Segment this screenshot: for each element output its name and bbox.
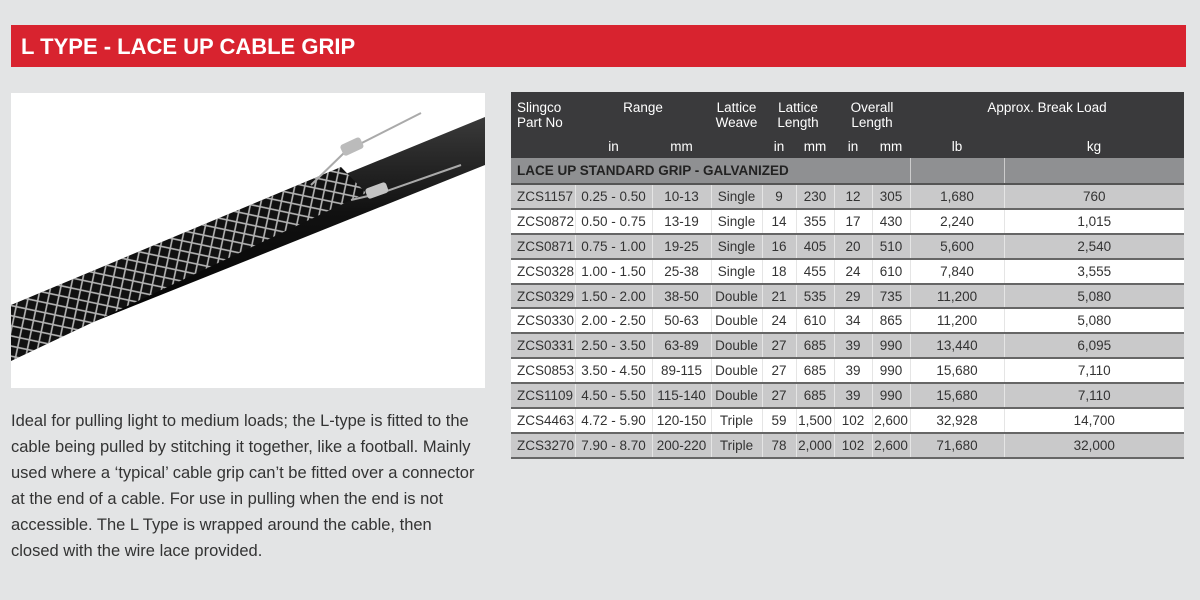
table-row <box>511 308 1184 333</box>
unit: mm <box>652 134 711 158</box>
table-row <box>511 259 1184 284</box>
table-cell: 0.50 - 0.75 <box>575 209 652 234</box>
table-cell: 27 <box>762 333 796 358</box>
table-cell: Triple <box>711 408 762 433</box>
table-cell: 15,680 <box>910 383 1004 408</box>
table-cell: Double <box>711 358 762 383</box>
table-cell: 16 <box>762 234 796 259</box>
table-cell: 27 <box>762 358 796 383</box>
table-cell: 455 <box>796 259 834 284</box>
table-cell: 29 <box>834 284 872 309</box>
table-cell: 120-150 <box>652 408 711 433</box>
table-cell: 990 <box>872 383 910 408</box>
table-cell: Double <box>711 284 762 309</box>
product-description: Ideal for pulling light to medium loads; the L-type is fitted to the cable being pulled by stitching it together, like a football. Mainly used where a ‘typical’ cable grip can’t be fitted over a connector at the end of a cable. For use in pulling when the end is not accessible. The L Type is wrapped around the cable, then closed with the wire lace provided. <box>11 412 475 560</box>
col-part-no: Slingco Part No <box>511 92 575 134</box>
table-cell: 2,600 <box>872 433 910 458</box>
table-row <box>511 284 1184 309</box>
table-cell: ZCS0329 <box>511 284 575 309</box>
table-cell: ZCS4463 <box>511 408 575 433</box>
table-row <box>511 234 1184 259</box>
col-range: Range <box>575 92 711 134</box>
table-cell: 610 <box>796 308 834 333</box>
table-row <box>511 433 1184 458</box>
table-row <box>511 383 1184 408</box>
table-cell: 7,840 <box>910 259 1004 284</box>
table-cell: ZCS1157 <box>511 184 575 209</box>
table-cell: Single <box>711 234 762 259</box>
table-cell: 14 <box>762 209 796 234</box>
table-cell: 20 <box>834 234 872 259</box>
col-overall-length: Overall Length <box>834 92 910 134</box>
table-cell: 24 <box>762 308 796 333</box>
spec-table <box>511 92 1184 459</box>
table-cell: 15,680 <box>910 358 1004 383</box>
table-cell: 50-63 <box>652 308 711 333</box>
table-cell: ZCS3270 <box>511 433 575 458</box>
table-cell: Triple <box>711 433 762 458</box>
table-cell: 760 <box>1004 184 1184 209</box>
table-row <box>511 358 1184 383</box>
table-cell: 1,500 <box>796 408 834 433</box>
table-cell: Single <box>711 259 762 284</box>
table-cell: 59 <box>762 408 796 433</box>
table-cell: 32,000 <box>1004 433 1184 458</box>
section-label: LACE UP STANDARD GRIP - GALVANIZED <box>511 158 910 184</box>
unit: lb <box>910 134 1004 158</box>
table-cell: 305 <box>872 184 910 209</box>
table-row <box>511 184 1184 209</box>
table-row <box>511 333 1184 358</box>
table-cell: 1.50 - 2.00 <box>575 284 652 309</box>
table-cell: 990 <box>872 333 910 358</box>
table-cell: ZCS0871 <box>511 234 575 259</box>
table-cell: 1,015 <box>1004 209 1184 234</box>
table-cell: 71,680 <box>910 433 1004 458</box>
table-cell: 39 <box>834 383 872 408</box>
table-cell: ZCS0328 <box>511 259 575 284</box>
table-cell: 102 <box>834 408 872 433</box>
table-cell: 4.72 - 5.90 <box>575 408 652 433</box>
unit: mm <box>872 134 910 158</box>
table-cell: ZCS0330 <box>511 308 575 333</box>
col-lattice-length: Lattice Length <box>762 92 834 134</box>
col-weave: Lattice Weave <box>711 92 762 134</box>
table-cell: ZCS0872 <box>511 209 575 234</box>
table-cell: Double <box>711 333 762 358</box>
table-cell: Single <box>711 184 762 209</box>
table-cell: 0.25 - 0.50 <box>575 184 652 209</box>
table-cell: 11,200 <box>910 284 1004 309</box>
table-cell: 200-220 <box>652 433 711 458</box>
unit: in <box>834 134 872 158</box>
table-cell: 32,928 <box>910 408 1004 433</box>
table-cell: 38-50 <box>652 284 711 309</box>
table-cell: 39 <box>834 358 872 383</box>
table-cell: 735 <box>872 284 910 309</box>
table-cell: 535 <box>796 284 834 309</box>
table-cell: 355 <box>796 209 834 234</box>
table-cell: 25-38 <box>652 259 711 284</box>
table-cell: 13-19 <box>652 209 711 234</box>
table-cell: 610 <box>872 259 910 284</box>
table-cell: ZCS1109 <box>511 383 575 408</box>
table-cell: 27 <box>762 383 796 408</box>
table-cell: 9 <box>762 184 796 209</box>
table-cell: Double <box>711 383 762 408</box>
table-cell: Single <box>711 209 762 234</box>
cable-grip-photo <box>11 93 485 388</box>
table-cell: 230 <box>796 184 834 209</box>
unit: in <box>762 134 796 158</box>
table-cell: 24 <box>834 259 872 284</box>
table-cell: 685 <box>796 358 834 383</box>
table-cell: 405 <box>796 234 834 259</box>
table-cell: 13,440 <box>910 333 1004 358</box>
table-cell: Double <box>711 308 762 333</box>
table-cell: 510 <box>872 234 910 259</box>
col-break-load: Approx. Break Load <box>910 92 1184 134</box>
table-cell: 7,110 <box>1004 358 1184 383</box>
table-cell: 115-140 <box>652 383 711 408</box>
table-cell: 2,240 <box>910 209 1004 234</box>
table-cell: 4.50 - 5.50 <box>575 383 652 408</box>
table-cell: 18 <box>762 259 796 284</box>
table-cell: 34 <box>834 308 872 333</box>
table-cell: 3,555 <box>1004 259 1184 284</box>
table-cell: 430 <box>872 209 910 234</box>
table-cell: 2,000 <box>796 433 834 458</box>
table-cell: 5,600 <box>910 234 1004 259</box>
table-cell: 3.50 - 4.50 <box>575 358 652 383</box>
table-cell: 7,110 <box>1004 383 1184 408</box>
table-cell: ZCS0853 <box>511 358 575 383</box>
table-cell: 1.00 - 1.50 <box>575 259 652 284</box>
page-title: L TYPE - LACE UP CABLE GRIP <box>11 25 1186 67</box>
table-cell: 102 <box>834 433 872 458</box>
table-cell: 89-115 <box>652 358 711 383</box>
section-row <box>511 158 1184 184</box>
table-row <box>511 209 1184 234</box>
table-cell: 685 <box>796 333 834 358</box>
table-cell: 78 <box>762 433 796 458</box>
table-cell: 2,540 <box>1004 234 1184 259</box>
table-cell: 2.00 - 2.50 <box>575 308 652 333</box>
table-cell: 1,680 <box>910 184 1004 209</box>
table-cell: 19-25 <box>652 234 711 259</box>
table-cell: 12 <box>834 184 872 209</box>
table-cell: 39 <box>834 333 872 358</box>
table-cell: 2,600 <box>872 408 910 433</box>
unit: mm <box>796 134 834 158</box>
table-cell: 14,700 <box>1004 408 1184 433</box>
table-cell: 865 <box>872 308 910 333</box>
table-cell: 11,200 <box>910 308 1004 333</box>
table-cell: 17 <box>834 209 872 234</box>
table-cell: 990 <box>872 358 910 383</box>
table-cell: 21 <box>762 284 796 309</box>
table-cell: 7.90 - 8.70 <box>575 433 652 458</box>
table-cell: ZCS0331 <box>511 333 575 358</box>
table-cell: 685 <box>796 383 834 408</box>
table-cell: 63-89 <box>652 333 711 358</box>
table-row <box>511 408 1184 433</box>
table-cell: 2.50 - 3.50 <box>575 333 652 358</box>
unit: in <box>575 134 652 158</box>
unit: kg <box>1004 134 1184 158</box>
table-cell: 6,095 <box>1004 333 1184 358</box>
table-cell: 5,080 <box>1004 284 1184 309</box>
table-cell: 10-13 <box>652 184 711 209</box>
table-cell: 0.75 - 1.00 <box>575 234 652 259</box>
table-cell: 5,080 <box>1004 308 1184 333</box>
